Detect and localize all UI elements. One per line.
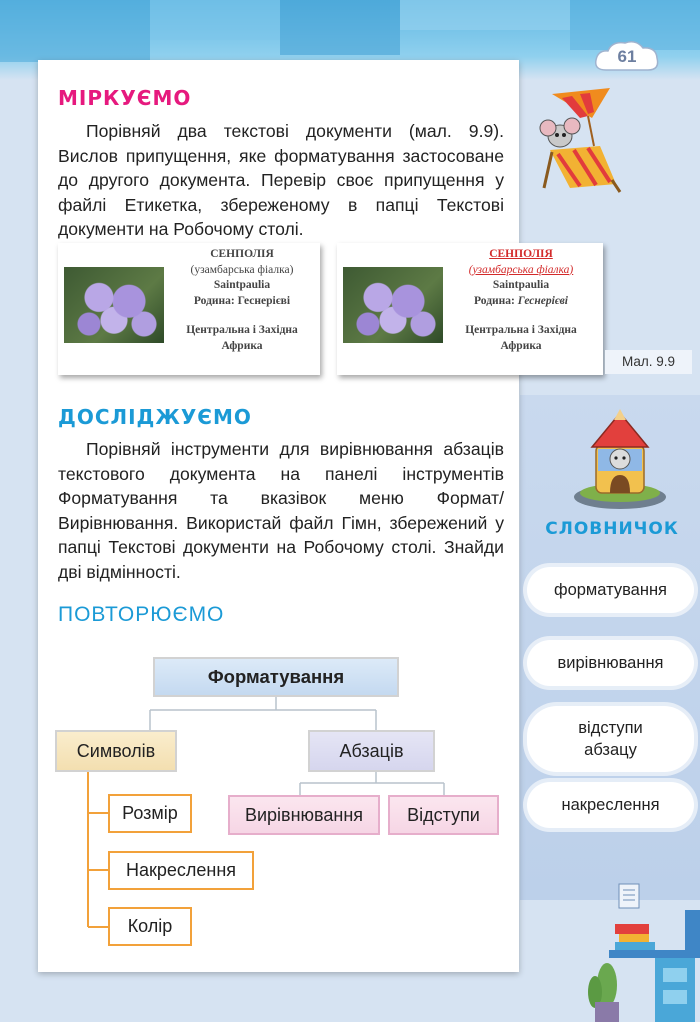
paragraph-think: Порівняй два текстові документи (мал. 9.9). Вислов припущення, яке форматування застосоване до другого документа. Перевір своє припущення у файлі Етикетка, збереженому в папці Текстові документи на Робочому столі.	[58, 121, 504, 239]
card-title: СЕНПОЛІЯ	[210, 248, 274, 260]
card-subtitle: (узамбарська фіалка)	[468, 263, 574, 276]
diagram-node-style: Накреслення	[108, 851, 254, 890]
page-number: 61	[617, 47, 637, 66]
diagram-node-indents: Відступи	[388, 795, 499, 835]
card-subtitle: (узамбарська фіалка)	[190, 263, 294, 276]
glossary-term: форматування	[527, 567, 694, 613]
heading-repeat: ПОВТОРЮЄМО	[58, 603, 225, 626]
diagram-node-alignment: Вирівнювання	[228, 795, 380, 835]
card-region: Центральна і Західна Африка	[465, 324, 577, 352]
diagram-node-color: Колір	[108, 907, 192, 946]
card-title: СЕНПОЛІЯ	[489, 248, 553, 260]
diagram-node-size: Розмір	[108, 794, 192, 833]
card-region: Центральна і Західна Африка	[186, 324, 298, 352]
diagram-root-node: Форматування	[153, 657, 399, 697]
card-family-label: Родина:	[474, 294, 515, 307]
figure-caption: Мал. 9.9	[605, 350, 692, 374]
card-latin: Saintpaulia	[213, 279, 271, 291]
card-family: Родина: Геснерієві	[193, 294, 291, 307]
glossary-term-text: відступи абзацу	[578, 719, 643, 759]
card-family-value: Геснерієві	[517, 294, 568, 307]
heading-explore: ДОСЛІДЖУЄМО	[58, 405, 252, 429]
glossary-term: вирівнювання	[527, 640, 694, 686]
paragraph-explore: Порівняй інструменти для вирівнювання абзаців текстового документа на панелі інструментів Форматування та вказівок меню Формат/Вирівнювання. Використай файл Гімн, збережений у папці Текстові документи на Робочому столі. Знайди дві відмінності.	[58, 439, 504, 582]
heading-think: МІРКУЄМО	[58, 86, 192, 110]
diagram-node-symbols: Символів	[55, 730, 177, 772]
glossary-title: СЛОВНИЧОК	[545, 519, 679, 539]
diagram-node-paragraphs: Абзаців	[308, 730, 435, 772]
glossary-term: накреслення	[527, 782, 694, 828]
desk-computer-icon	[585, 880, 700, 1022]
card-latin: Saintpaulia	[492, 279, 550, 291]
